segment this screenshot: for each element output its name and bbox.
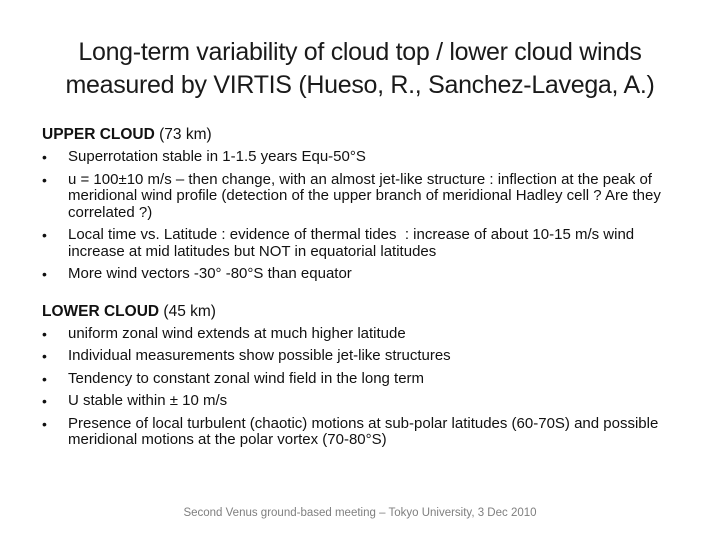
bullet-text: Presence of local turbulent (chaotic) motions at sub-polar latitudes (60-70S) and possible meridional motions at the polar vortex (70-80°S) — [68, 414, 663, 448]
bullet-icon: • — [42, 415, 47, 432]
section-upper-cloud — [42, 126, 678, 283]
bullet-item — [42, 371, 678, 388]
bullet-icon: • — [42, 370, 47, 387]
section-heading-detail: (73 km) — [154, 126, 212, 143]
bullet-icon: • — [42, 393, 47, 409]
bullet-icon: • — [42, 171, 47, 188]
bullet-item — [42, 416, 678, 449]
bullet-item — [42, 227, 678, 260]
bullet-item — [42, 172, 678, 222]
section-heading-bold: UPPER CLOUD — [42, 126, 155, 143]
slide-title — [0, 0, 720, 102]
bullet-item — [42, 348, 678, 365]
section-lower-cloud — [42, 303, 678, 449]
bullet-text: Superrotation stable in 1-1.5 years Equ-50°S — [68, 148, 366, 165]
bullet-text: U stable within ± 10 m/s — [68, 392, 228, 409]
slide-title-line-1: Long-term variability of cloud top / lower cloud winds — [78, 38, 642, 66]
section-heading-detail: (45 km) — [159, 302, 216, 320]
bullet-icon: • — [42, 348, 47, 364]
bullet-text: More wind vectors -30° -80°S than equator — [68, 265, 352, 282]
bullet-item — [42, 393, 678, 410]
section-heading-lower-cloud — [42, 303, 678, 320]
bullet-item — [42, 149, 678, 166]
slide-body — [42, 126, 678, 455]
section-heading-bold: LOWER CLOUD — [42, 302, 160, 320]
slide-footer-caption: Second Venus ground-based meeting – Tokyo University, 3 Dec 2010 — [183, 507, 537, 519]
bullet-text: u = 100±10 m/s – then change, with an almost jet-like structure : inflection at the peak of meridional wind profile (detection of the upper branch of meridional Hadley cell ? Are they correlated ?) — [68, 170, 666, 221]
bullet-text: Tendency to constant zonal wind field in the long term — [68, 369, 425, 387]
bullet-icon: • — [42, 325, 47, 342]
slide-title-line-2: measured by VIRTIS (Hueso, R., Sanchez-Lavega, A.) — [65, 71, 655, 99]
bullet-text: Local time vs. Latitude : evidence of thermal tides : increase of about 10-15 m/s wind increase at mid latitudes but NOT in equatorial latitudes — [68, 226, 639, 260]
bullet-text: uniform zonal wind extends at much higher latitude — [68, 324, 406, 342]
bullet-item — [42, 266, 678, 283]
bullet-text: Individual measurements show possible jet-like structures — [68, 347, 451, 364]
bullet-icon: • — [42, 227, 47, 243]
bullet-icon: • — [42, 266, 47, 282]
bullet-icon: • — [42, 149, 47, 165]
section-heading-upper-cloud — [42, 126, 678, 143]
bullet-item — [42, 326, 678, 343]
